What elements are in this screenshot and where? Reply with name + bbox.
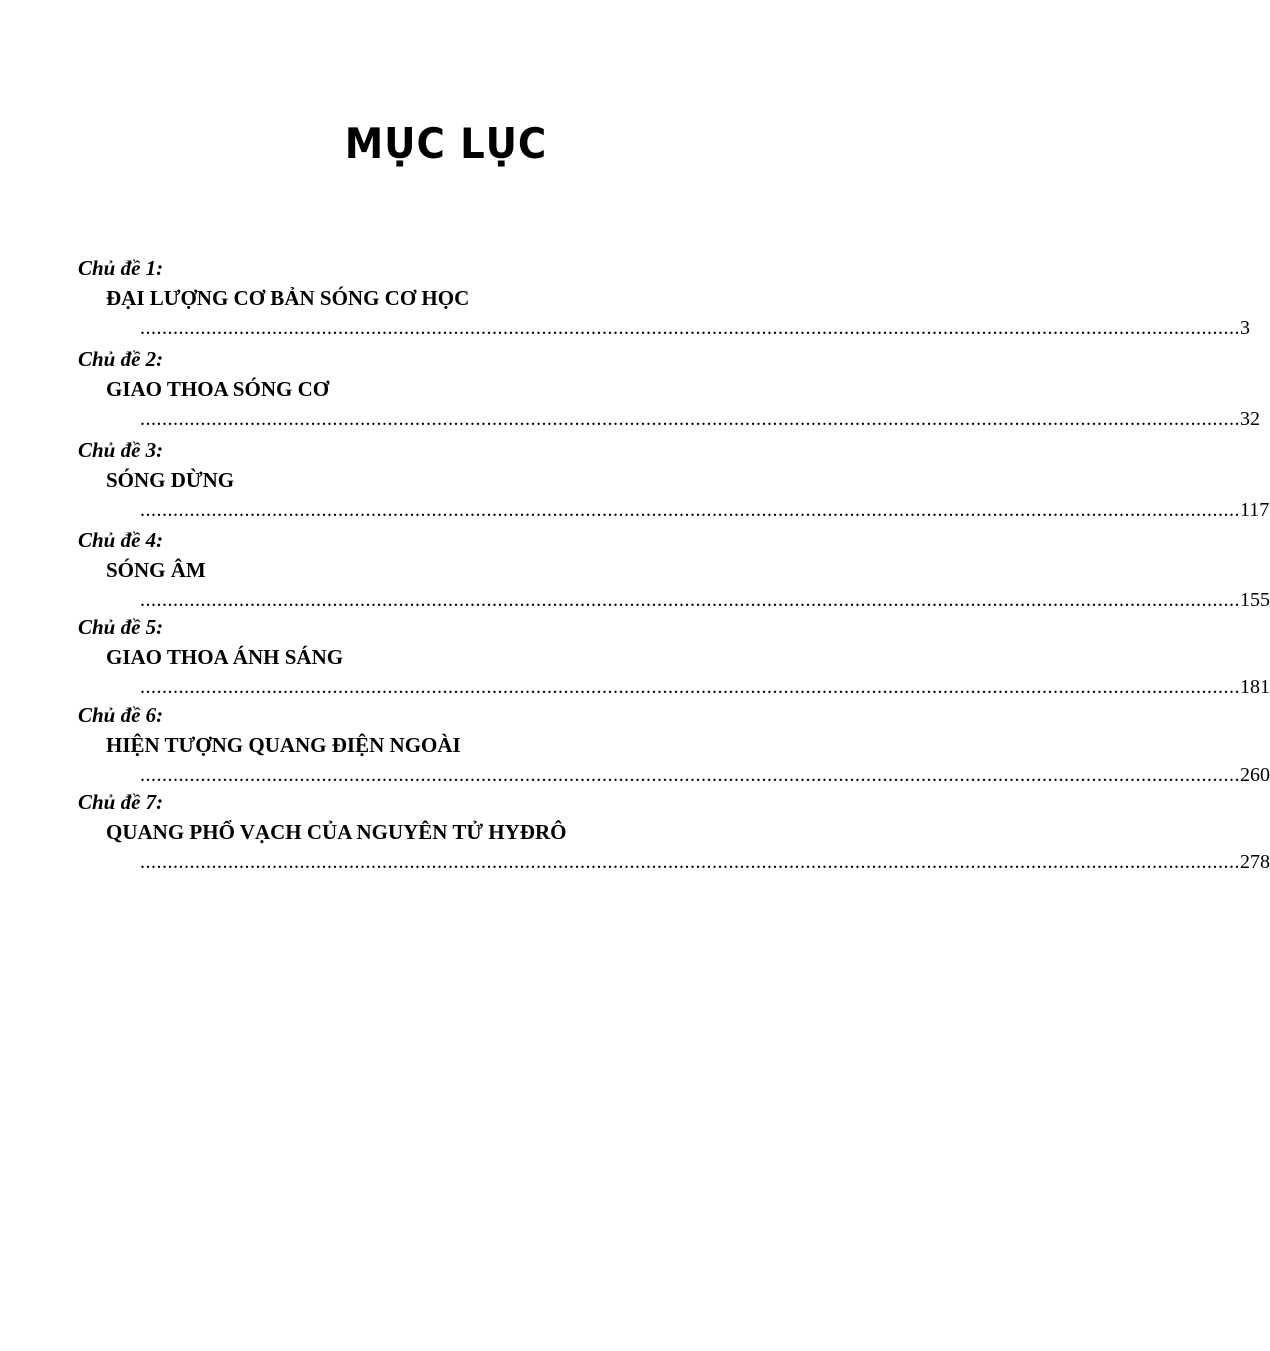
page-title: MỤC LỤC xyxy=(344,119,548,169)
dot-leader: ........................................................................................................................................................................................................ xyxy=(140,499,1240,521)
table-of-contents xyxy=(0,254,1270,876)
page-number: 117 xyxy=(1240,499,1270,521)
toc-entry-5[interactable] xyxy=(0,613,1270,701)
leader-row xyxy=(140,314,1250,342)
leader-row xyxy=(140,848,1270,876)
toc-entry-3[interactable] xyxy=(0,436,1270,526)
toc-entry-1[interactable] xyxy=(0,254,1250,345)
page-number: 32 xyxy=(1240,408,1260,430)
topic-title: GIAO THOA ÁNH SÁNG xyxy=(106,645,344,669)
topic-label: Chủ đề 3: xyxy=(78,438,164,462)
dot-leader: ........................................................................................................................................................................................................ xyxy=(140,676,1240,698)
dot-leader: ........................................................................................................................................................................................................ xyxy=(140,851,1240,873)
topic-label: Chủ đề 7: xyxy=(78,790,164,814)
page-number: 181 xyxy=(1240,676,1270,698)
leader-row xyxy=(140,405,1260,433)
page-number: 260 xyxy=(1240,764,1270,786)
topic-label: Chủ đề 1: xyxy=(78,256,164,280)
page-number: 155 xyxy=(1240,589,1270,611)
topic-label: Chủ đề 6: xyxy=(78,703,164,727)
dot-leader: ........................................................................................................................................................................................................ xyxy=(140,764,1240,786)
topic-title: ĐẠI LƯỢNG CƠ BẢN SÓNG CƠ HỌC xyxy=(106,286,470,310)
topic-title: QUANG PHỔ VẠCH CỦA NGUYÊN TỬ HYĐRÔ xyxy=(106,820,567,844)
leader-row xyxy=(140,761,1270,789)
topic-title: GIAO THOA SÓNG CƠ xyxy=(106,377,330,401)
page-number: 278 xyxy=(1240,851,1270,873)
topic-title: SÓNG ÂM xyxy=(106,558,206,582)
topic-label: Chủ đề 2: xyxy=(78,347,164,371)
toc-entry-2[interactable] xyxy=(0,345,1260,436)
topic-title: SÓNG DỪNG xyxy=(106,468,235,492)
toc-entry-7[interactable] xyxy=(0,788,1270,876)
dot-leader: ........................................................................................................................................................................................................ xyxy=(140,317,1240,339)
leader-row xyxy=(140,496,1270,524)
topic-label: Chủ đề 4: xyxy=(78,528,164,552)
leader-row xyxy=(140,586,1270,614)
topic-title: HIỆN TƯỢNG QUANG ĐIỆN NGOÀI xyxy=(106,733,461,757)
dot-leader: ........................................................................................................................................................................................................ xyxy=(140,408,1240,430)
toc-entry-6[interactable] xyxy=(0,701,1270,788)
page-number: 3 xyxy=(1240,317,1250,339)
topic-label: Chủ đề 5: xyxy=(78,615,164,639)
toc-entry-4[interactable] xyxy=(0,526,1270,613)
dot-leader: ........................................................................................................................................................................................................ xyxy=(140,589,1240,611)
leader-row xyxy=(140,673,1270,701)
